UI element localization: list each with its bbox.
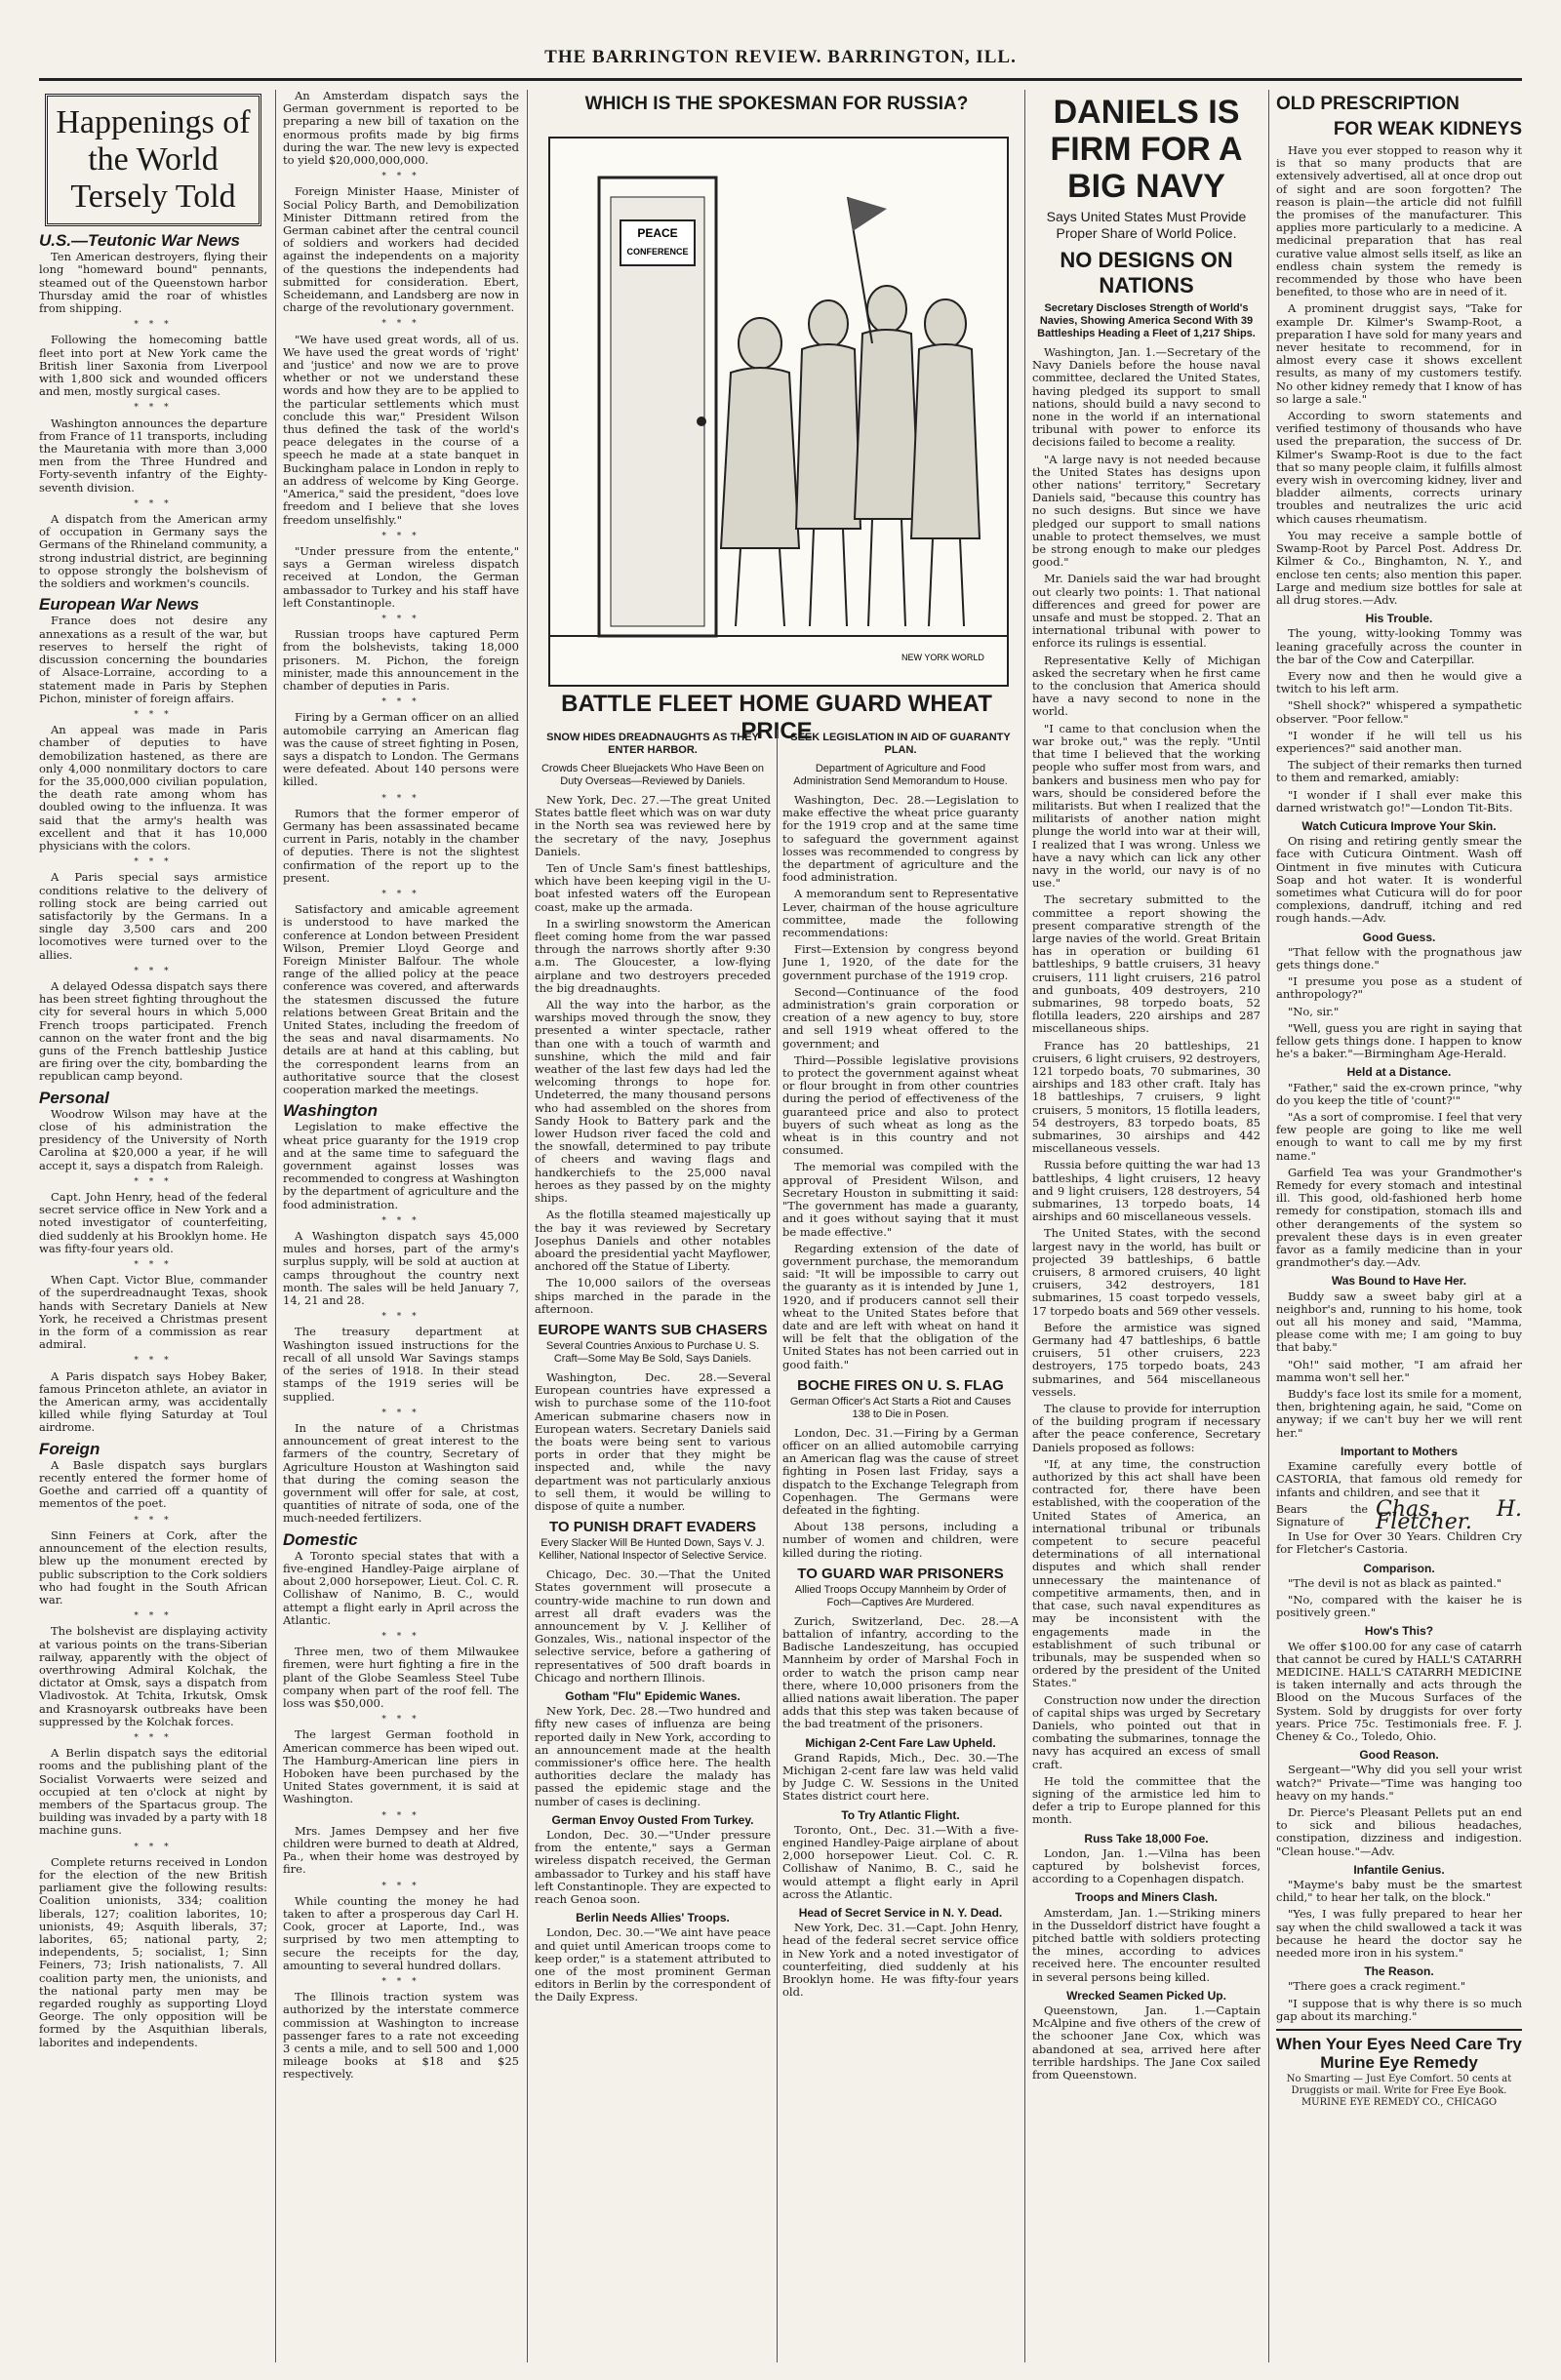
article-paragraph: Construction now under the direction of capital ships was urged by Secretary Daniels, who pointed out that in combating the submarines, tonnage the navy has acquired an excess of small craft. [1032, 1692, 1261, 1771]
column-4 [782, 730, 1019, 2362]
masthead-rule [39, 78, 1522, 81]
item-separator: * * * [381, 1312, 420, 1323]
article-subdeck: Secretary Discloses Strength of World's Navies, Showing America Second With 39 Battleships Heading a Fleet of 1,217 Ships. [1037, 302, 1256, 339]
article-headline: EUROPE WANTS SUB CHASERS [538, 1321, 768, 1338]
figure-leg [901, 519, 905, 626]
brief-headline: Head of Secret Service in N. Y. Dead. [798, 1906, 1003, 1921]
news-item: "We have used great words, all of us. We have used the great words of 'right' and 'justice' and now we are to prove whether or not we understand these words and how they are to be applied to the particular settlements which must conclude this war," President Wilson thus defined the task of the world's peace delegates in the course of a speech he made at a state banquet in Buckingham palace in London in reply to an address of welcome by King George. "America," said the president, "does love freedom and I believe that she loves freedom unselfishly." [283, 332, 519, 527]
ad-headline: FOR WEAK KIDNEYS [1333, 119, 1522, 139]
item-separator: * * * [134, 1611, 173, 1622]
article-subdeck: Several Countries Anxious to Purchase U. S. Craft—Some May Be Sold, Says Daniels. [545, 1339, 760, 1365]
item-heading: Was Bound to Have Her. [1331, 1274, 1467, 1289]
news-item: The largest German foothold in American commerce has been wiped out. The Hamburg-American line piers in Hoboken have been purchased by the United States government, it is said at Washington. [283, 1727, 519, 1806]
news-item: Rumors that the former emperor of Germany has been assassinated became current in Paris, notably in the chamber of deputies. There is not the slightest confirmation of the report up to the present. [283, 806, 519, 885]
ad-paragraph: According to sworn statements and verified testimony of thousands who have used the preparation, the success of Dr. Kilmer's Swamp-Root is due to the fact that so many people claim, it fulfills almost every wish in overcoming kidney, liver and bladder ailments, corrects urinary troubles and neutralizes the uric acid which causes rheumatism. [1276, 409, 1522, 526]
article-paragraph: He told the committee that the signing of the armistice led him to defer a trip to Europe planned for this month. [1032, 1773, 1261, 1827]
murine-ad-text: No Smarting — Just Eye Comfort. 50 cents at Druggists or mail. Write for Free Eye Book. MURINE EYE REMEDY CO., CHICAGO [1286, 2074, 1512, 2109]
article-paragraph: The secretary submitted to the committee a report showing the present comparative strength of the large navies of the world. Great Britain has in operation or building 61 battleships, 9 battle cruisers, 31 heavy cruisers, 111 light cruisers, 216 patrol and gunboats, 409 destroyers, 210 submarines, 98 torpedo boats, 52 flotilla leaders, 220 airships and 287 miscellaneous ships. [1032, 892, 1261, 1036]
article-paragraph: France has 20 battleships, 21 cruisers, 6 light cruisers, 92 destroyers, 121 torpedo boats, 70 submarines, 30 airships and 183 other craft. Italy has 18 battleships, 7 cruisers, 9 light cruisers, 5 monitors, 15 flotilla leaders, 54 destroyers, 83 torpedo boats, 85 submarines, 30 airships and 442 miscellaneous vessels. [1032, 1038, 1261, 1156]
article-paragraph: Ten of Uncle Sam's finest battleships, which have been keeping vigil in the U-boat infested waters off the European coast, make up the armada. [535, 861, 771, 914]
main-subheadline: Says United States Must Provide Proper Share of World Police. [1046, 209, 1247, 241]
article-subdeck: Allied Troops Occupy Mannheim by Order of Foch—Captives Are Murdered. [794, 1583, 1007, 1608]
ad-paragraph: Garfield Tea was your Grandmother's Remedy for every stomach and intestinal ill. This good, old-fashioned herb home remedy for constipation, stomach ills and other derangements of the system so prevalent these days is in even greater favor as a family medicine than in your grandmother's day.—Adv. [1276, 1165, 1522, 1270]
figure-head [867, 286, 906, 333]
ad-paragraph: Dr. Pierce's Pleasant Pellets put an end to sick and bilious headaches, constipation, dizziness and indigestion. "Clean house."—Adv. [1276, 1805, 1522, 1858]
figure-leg [929, 538, 933, 626]
news-item: While counting the money he had taken to after a prosperous day Carl H. Cook, grocer at Laporte, Ind., was surprised by two men attempting to secure the receipts for the day, amounting to several hundred dollars. [283, 1893, 519, 1972]
item-heading: Good Guess. [1362, 930, 1436, 944]
article-paragraph: Zurich, Switzerland, Dec. 28.—A battalion of infantry, according to the Badische Landeszeitung, has occupied Mannheim by order of Marshal Foch in order to watch the prison camp near there, where 10,000 prisoners from the allied nations await liberation. The paper adds that this step was taken because of the bad treatment of the prisoners. [782, 1613, 1019, 1731]
item-paragraph: "Yes, I was fully prepared to hear her say when the child swallowed a tack it was because he heard the doctor say he needed more iron in his system." [1276, 1907, 1522, 1960]
item-separator: * * * [134, 1176, 173, 1187]
item-separator: * * * [134, 1515, 173, 1526]
news-item: A Paris special says armistice conditions relative to the delivery of rolling stock are being carried out satisfactorily by the Germans. In a single day 3,500 cars and 200 locomotives were turned over to the allies. [39, 870, 267, 962]
item-paragraph: "I presume you pose as a student of anthropology?" [1276, 974, 1522, 1002]
item-separator: * * * [134, 1842, 173, 1852]
article-paragraph: Third—Possible legislative provisions to protect the government against wheat or flour brought in from other countries during the period of effectiveness of the guaranteed price and also to protect buyers of such wheat as long as the wheat is in this country and not consumed. [782, 1052, 1019, 1158]
article-paragraph: Queenstown, Jan. 1.—Captain McAlpine and five others of the crew of the schooner Jane Cox, which was abandoned at sea, arrived here after terrible hardships. The Jane Cox sailed from Queenstown. [1032, 2003, 1261, 2082]
ad-paragraph: On rising and retiring gently smear the face with Cuticura Ointment. Wash off Ointment in five minutes with Cuticura Soap and hot water. It is wonderful sometimes what Cuticura will do for poor complexions, dandruff, itching and red rough hands.—Adv. [1276, 834, 1522, 926]
masthead: THE BARRINGTON REVIEW. BARRINGTON, ILL. [544, 47, 1017, 67]
ad-paragraph: A prominent druggist says, "Take for example Dr. Kilmer's Swamp-Root, a preparation I have sold for many years and never hesitate to recommend, for in almost every case it shows excellent results, as many of my customers testify. No other kidney remedy that I know of has so large a sale." [1276, 301, 1522, 406]
door-knob [697, 416, 706, 426]
ad-paragraph: We offer $100.00 for any case of catarrh that cannot be cured by HALL'S CATARRH MEDICINE. HALL'S CATARRH MEDICINE is taken internally and acts through the Blood on the Mucous Surfaces of the System. Sold by druggists for over forty years. Price 75c. Testimonials free. F. J. Cheney & Co., Toledo, Ohio. [1276, 1639, 1522, 1743]
item-paragraph: "The devil is not as black as painted." [1288, 1575, 1502, 1590]
news-item: France does not desire any annexations as a result of the war, but reserves to herself the right of discussion concerning the boundaries of Alsace-Lorraine, according to a statement made in Paris by Stephen Pichon, minister of foreign affairs. [39, 614, 267, 705]
banner-headline: BATTLE FLEET HOME GUARD WHEAT PRICE [561, 691, 992, 744]
article-paragraph: Mr. Daniels said the war had brought out clearly two points: 1. That national differences and greed for power are unsafe and must be stopped. 2. That an international tribunal with power to enforce its rulings is essential. [1032, 572, 1261, 651]
item-separator: * * * [381, 614, 420, 624]
ad-paragraph: Examine carefully every bottle of CASTORIA, that famous old remedy for infants and children, and see that it [1276, 1459, 1522, 1499]
ad-paragraph: In Use for Over 30 Years. Children Cry for Fletcher's Castoria. [1276, 1529, 1522, 1557]
item-separator: * * * [381, 1977, 420, 1988]
figure-body [796, 344, 861, 529]
article-paragraph: Washington, Jan. 1.—Secretary of the Navy Daniels before the house naval committee, declared the United States, having pledged its support to small nations, should build a navy second to none in the world if an international tribunal with power to enforce its decisions failed to become a reality. [1032, 345, 1261, 450]
item-heading: Watch Cuticura Improve Your Skin. [1301, 818, 1497, 833]
section-heading: U.S.—Teutonic War News [39, 231, 240, 250]
column-3 [535, 730, 771, 2362]
news-item: Firing by a German officer on an allied automobile carrying an American flag was the cause of street fighting in Posen, says a dispatch to London. The Germans were defeated. About 140 persons were killed. [283, 710, 519, 789]
figure-leg [960, 538, 964, 626]
article-paragraph: "I came to that conclusion when the war broke out," was the reply. "Until that time I believed that the working people who suffer most from wars, and bankers and business men who pay for wars, should be considered before the militarists. But when I realized that the militarists of another nation might plunge the world into war at their will, I realized that I was wrong. Unless we have a navy which can lick any other navy in the world, our navy is of no use." [1032, 721, 1261, 891]
article-paragraph: First—Extension by congress beyond June 1, 1920, of the date for the government purchase of the 1919 crop. [782, 942, 1019, 982]
item-heading: Good Reason. [1359, 1748, 1439, 1763]
ad-paragraph: Have you ever stopped to reason why it is that so many products that are extensively advertised, all at once drop out of sight and are soon forgotten? The reason is plain—the article did not fulfill the promises of the manufacturer. This applies more particularly to a medicine. A medicinal preparation that has real curative value almost sells itself, as like an endless chain system the remedy is recommended by those who have been benefited, to those who are in need of it. [1276, 143, 1522, 299]
figure-head [739, 318, 781, 369]
article-paragraph: The 10,000 sailors of the overseas ships marched in the parade in the afternoon. [535, 1276, 771, 1316]
second-headline: NO DESIGNS ON NATIONS [1060, 248, 1233, 298]
item-separator: * * * [134, 1732, 173, 1743]
article-paragraph: Chicago, Dec. 30.—That the United States government will prosecute a country-wide machine to run down and arrest all draft evaders was the announcement by V. J. Kelliher of Gonzales, Wis., national inspector of the selective service, before a gathering of representatives of 500 draft boards in Chicago and northern Illinois. [535, 1567, 771, 1685]
article-paragraph: Amsterdam, Jan. 1.—Striking miners in the Dusseldorf district have fought a pitched battle with soldiers protecting the mines, according to advices received here. The encounter resulted in several persons being killed. [1032, 1905, 1261, 1984]
news-item: Woodrow Wilson may have at the close of his administration the presidency of the University of North Carolina at $20,000 a year, if he will accept it, says a dispatch from Raleigh. [39, 1106, 267, 1172]
news-item: The Illinois traction system was authorized by the interstate commerce commission at Washington to increase passenger fares to a rate not exceeding 3 cents a mile, and to sell 500 and 1,000 mileage books at $18 and $25 respectively. [283, 1990, 519, 2082]
brief-headline: Wrecked Seamen Picked Up. [1066, 1988, 1226, 2003]
news-item: An appeal was made in Paris chamber of deputies to have demobilization hastened, as there are only 4,000 nonmilitary doctors to care for the 35,000,000 civilian population, the death rate among whom has doubled owing to the influenza. It was said that the army's health was excellent and that it has 10,000 physicians with the colors. [39, 723, 267, 853]
item-heading: Comparison. [1363, 1561, 1435, 1575]
signature-label: Bears the Signature of [1276, 1502, 1369, 1528]
signature: Chas. H. Fletcher. [1376, 1496, 1522, 1534]
article-headline: BOCHE FIRES ON U. S. FLAG [797, 1376, 1004, 1394]
item-separator: * * * [381, 1715, 420, 1726]
brief-headline: Gotham "Flu" Epidemic Wanes. [565, 1688, 740, 1703]
figure-leg [868, 519, 872, 626]
item-paragraph: The subject of their remarks then turned to them and remarked, amiably: [1276, 758, 1522, 785]
item-separator: * * * [134, 403, 173, 414]
cartoon-credit: NEW YORK WORLD [901, 653, 984, 662]
news-item: Foreign Minister Haase, Minister of Social Policy Barth, and Demobilization Minister Dittmann retired from the German cabinet after the central council of soldiers and workers had decided against the independents on a majority of the questions the independents had submitted for consideration. Ebert, Scheidemann, and Landsberg are now in charge of the revolutionary government. [283, 184, 519, 315]
news-item: An Amsterdam dispatch says the German government is reported to be preparing a new bill of taxation on the enormous profits made by big firms during the war. The new levy is expected to yield $20,000,000,000. [283, 90, 519, 168]
item-separator: * * * [381, 1631, 420, 1642]
article-paragraph: The clause to provide for interruption of the building program if necessary after the peace conference, Secretary Daniels proposed as follows: [1032, 1402, 1261, 1454]
article-paragraph: Washington, Dec. 28.—Legislation to make effective the wheat price guaranty for the 1919 crop and at the same time to safeguard the government against losses was recommended to congress by the department of agriculture and the food administration. [782, 793, 1019, 885]
article-paragraph: Toronto, Ont., Dec. 31.—With a five-engined Handley-Paige airplane of about 2,000 horsepower Lieut. Col. C. R. Collishaw of Nanimo, B. C., said he would attempt a flight early in April across the Atlantic. [782, 1822, 1019, 1901]
news-item: When Capt. Victor Blue, commander of the superdreadnaught Texas, shook hands with Secretary Daniels at New York, he received a Christmas present in the form of a commission as rear admiral. [39, 1273, 267, 1352]
item-separator: * * * [134, 498, 173, 509]
news-item: Washington announces the departure from France of 11 transports, including the Mauretania with more than 3,000 men from the Three Hundred and Forty-seventh infantry of the Eighty-seventh division. [39, 416, 267, 495]
section-heading: Domestic [283, 1529, 358, 1549]
news-item: "Under pressure from the entente," says a German wireless dispatch received at London, the German ambassador to Turkey and his staff have left Constantinople. [283, 543, 519, 610]
news-item: Satisfactory and amicable agreement is understood to have marked the conference at London between President Wilson, Premier Lloyd George and Foreign Minister Balfour. The whole range of the allied policy at the peace conference was covered, and afterwards the statesmen discussed the future relations between Great Britain and the United States, including the freedom of the seas and naval disarmaments. No details are at hand at this cabling, but the correspondent learns from an authoritative source that the closest cooperation marked the meetings. [283, 902, 519, 1097]
item-separator: * * * [381, 531, 420, 541]
article-paragraph: "A large navy is not needed because the United States has designs upon other nations' territory," Secretary Daniels said, "because this country has no such designs. But since we have pledged our support to small nations unable to protect themselves, we must be strong enough to make our pledges good." [1032, 452, 1261, 570]
news-item: A Berlin dispatch says the editorial rooms and the publishing plant of the Socialist Vorwaerts were seized and occupied at ten o'clock at night by members of the Spartacus group. The building was invaded by a party with 18 machine guns. [39, 1746, 267, 1838]
news-item: Three men, two of them Milwaukee firemen, were hurt fighting a fire in the plant of the Globe Seamless Steel Tube company when part of the roof fell. The loss was $50,000. [283, 1645, 519, 1710]
item-separator: * * * [134, 1356, 173, 1367]
column-6 [1276, 90, 1522, 2362]
item-separator: * * * [134, 857, 173, 868]
item-paragraph: Sergeant—"Why did you sell your wrist watch?" Private—"Time was hanging too heavy on my hands." [1276, 1763, 1522, 1803]
figure-head [809, 300, 848, 347]
article-paragraph: About 138 persons, including a number of women and children, were killed during the rioting. [782, 1520, 1019, 1560]
news-item: A dispatch from the American army of occupation in Germany says the Germans of the Rhineland community, a strong industrial district, are beginning to oppose strongly the bolshevism of the soldiers and workmen's councils. [39, 512, 267, 591]
item-paragraph: "Mayme's baby must be the smartest child," to hear her talk, on the block." [1276, 1877, 1522, 1905]
item-separator: * * * [381, 1215, 420, 1226]
article-headline: TO GUARD WAR PRISONERS [797, 1565, 1004, 1582]
brief-headline: Russ Take 18,000 Foe. [1084, 1831, 1209, 1845]
item-paragraph: The young, witty-looking Tommy was leaning gracefully across the counter in the bar of the Cow and Caterpillar. [1276, 626, 1522, 666]
figure-body [911, 344, 980, 538]
article-paragraph: All the way into the harbor, as the warships moved through the snow, they presented a winter spectacle, rather than one with a touch of warmth and sunshine, which the mild and fair weather of the last few days had led the welcoming throngs to hope for. Undeterred, the many thousand persons who had assembled on the shores from Sandy Hook to Battery park and the lower Hudson river faced the cold and the snowfall, determined to pay tribute of cheers and waving flags and handkerchiefs to the 25,000 naval heroes as they passed by on the mighty ships. [535, 998, 771, 1206]
section-heading: Washington [283, 1101, 378, 1121]
item-paragraph: "There goes a crack regiment." [1288, 1979, 1466, 1994]
figure-leg [810, 529, 814, 626]
news-item: The bolshevist are displaying activity at various points on the trans-Siberian railway, apparently with the object of overthrowing Admiral Kolchak, the dictator at Omsk, says a dispatch from Vladivostok. At Tchita, Irkutsk, Omsk and Krasnoyarsk outbreaks have been suppressed by the Kolchak forces. [39, 1624, 267, 1728]
signature-row [1276, 1496, 1522, 1534]
article-paragraph: London, Dec. 30.—"Under pressure from the entente," says a German wireless dispatch received, the German ambassador to Turkey and his staff have left Constantinople. They are expected to reach Genoa soon. [535, 1828, 771, 1907]
news-item: Complete returns received in London for the election of the new British parliament give the following results: Coalition unionists, 334; coalition liberals, 127; coalition laborites, 10; unionists, 49; Asquith liberals, 37; laborites, 65; national party, 2; independents, 5; socialist, 1; Sinn Feiners, 73; Irish nationalists, 7. All coalition party men, the unionists, and the national party men may be regarded roughly as supporting Lloyd George. The only opposition will be formed by the Asquithian liberals, laborites and independents. [39, 1854, 267, 2049]
item-heading: His Trouble. [1365, 612, 1433, 626]
news-item: A Paris dispatch says Hobey Baker, famous Princeton athlete, an aviator in the American army, was accidentally killed while flying Saturday at Toul airdrome. [39, 1368, 267, 1435]
murine-ad-headline: When Your Eyes Need Care Try Murine Eye Remedy [1276, 2029, 1522, 2072]
column-rule [777, 730, 778, 2362]
column-rule [1024, 90, 1025, 2362]
article-paragraph: A memorandum sent to Representative Lever, chairman of the house agriculture committee, made the following recommendations: [782, 887, 1019, 940]
brief-headline: Berlin Needs Allies' Troops. [576, 1911, 730, 1925]
ad-headline: OLD PRESCRIPTION [1276, 94, 1460, 114]
news-item: Legislation to make effective the wheat price guaranty for the 1919 crop and at the same time to safeguard the government against losses was recommended to congress at Washington by the department of agriculture and the food administration. [283, 1120, 519, 1211]
item-separator: * * * [134, 709, 173, 720]
item-paragraph: "No, compared with the kaiser he is positively green." [1276, 1592, 1522, 1620]
item-paragraph: "Father," said the ex-crown prince, "why do you keep the title of 'count?'" [1276, 1080, 1522, 1107]
article-headline: TO PUNISH DRAFT EVADERS [549, 1519, 756, 1536]
item-paragraph: "Oh!" said mother, "I am afraid her mamma won't sell her." [1276, 1357, 1522, 1384]
article-paragraph: London, Jan. 1.—Vilna has been captured by bolshevist forces, according to a Copenhagen dispatch. [1032, 1845, 1261, 1886]
brief-headline: Troops and Miners Clash. [1074, 1890, 1219, 1905]
item-paragraph: "That fellow with the prognathous jaw gets things done." [1276, 944, 1522, 972]
article-deck: SNOW HIDES DREADNAUGHTS AS THEY ENTER HARBOR. [546, 732, 759, 756]
section-heading: European War News [39, 595, 200, 615]
article-paragraph: New York, Dec. 31.—Capt. John Henry, head of the federal secret service office in New York and a noted investigator of counterfeiting, died suddenly at his Brooklyn home. He was fifty-four years old. [782, 1921, 1019, 2000]
news-item: A Toronto special states that with a five-engined Handley-Paige airplane of about 2,000 horsepower, Lieut. Col. C. R. Collishaw of Nanimo, B. C., would attempt a flight early in April across the Atlantic. [283, 1548, 519, 1627]
figure-head [925, 299, 966, 348]
article-paragraph: New York, Dec. 27.—The great United States battle fleet which was on war duty in the North sea was reviewed here by the secretary of the navy, Josephus Daniels. [535, 793, 771, 858]
item-separator: * * * [381, 1810, 420, 1821]
item-paragraph: "I suppose that is why there is so much gap about its marching." [1276, 1996, 1522, 2023]
brief-headline: Michigan 2-Cent Fare Law Upheld. [805, 1735, 996, 1750]
item-separator: * * * [134, 320, 173, 331]
figure-leg [736, 548, 740, 626]
item-heading: Infantile Genius. [1353, 1862, 1445, 1877]
item-paragraph: "Well, guess you are right in saying that fellow gets things done. I happen to know he's a baker."—Birmingham Age-Herald. [1276, 1020, 1522, 1061]
item-separator: * * * [134, 1260, 173, 1271]
news-item: A delayed Odessa dispatch says there has been street fighting throughout the city for several hours in which 5,000 French troops participated. French cannon on the water front and the big guns of the French battleship Justice are firing over the city, bombarding the republican camp beyond. [39, 978, 267, 1084]
cartoon-title: WHICH IS THE SPOKESMAN FOR RUSSIA? [584, 94, 969, 114]
figure-leg [780, 548, 784, 626]
item-separator: * * * [381, 793, 420, 804]
article-subdeck: German Officer's Act Starts a Riot and Causes 138 to Die in Posen. [789, 1395, 1012, 1420]
item-paragraph: "I wonder if I shall ever make this darned wristwatch go!"—London Tit-Bits. [1276, 787, 1522, 814]
news-item: Ten American destroyers, flying their long "homeward bound" pennants, steamed out of the Queenstown harbor Thursday amid the roar of whistles from shipping. [39, 250, 267, 316]
article-subdeck: Department of Agriculture and Food Administration Send Memorandum to House. [793, 763, 1008, 787]
figure-body [721, 368, 799, 548]
item-paragraph: Every now and then he would give a twitch to his left arm. [1276, 668, 1522, 696]
news-item: Russian troops have captured Perm from the bolshevists, taking 18,000 prisoners. M. Pichon, the foreign minister, made this announcement in the chamber of deputies in Paris. [283, 627, 519, 693]
article-paragraph: Before the armistice was signed Germany had 47 battleships, 6 battle cruisers, 51 other cruisers, 223 destroyers, 175 torpedo boats, 243 submarines, and 564 miscellaneous vessels. [1032, 1320, 1261, 1399]
article-paragraph: Russia before quitting the war had 13 battleships, 4 light cruisers, 12 heavy and 9 light cruisers, 128 destroyers, 54 submarines, 13 torpedo boats, 14 airships and 60 miscellaneous vessels. [1032, 1158, 1261, 1224]
cartoon-illustration [548, 137, 1009, 687]
item-paragraph: "I wonder if he will tell us his experiences?" said another man. [1276, 728, 1522, 755]
item-separator: * * * [381, 172, 420, 182]
article-paragraph: As the flotilla steamed majestically up the bay it was reviewed by Secretary Josephus Daniels and other notables aboard the presidential yacht Mayflower, anchored off the Statue of Liberty. [535, 1208, 771, 1274]
news-item: The treasury department at Washington issued instructions for the recall of all unsold War Savings stamps of the series of 1918. In their stead stamps of the 1919 series will be supplied. [283, 1325, 519, 1404]
item-separator: * * * [134, 966, 173, 976]
article-paragraph: The memorial was compiled with the approval of President Wilson, and Secretary Houston in submitting it said: "The government has made a guaranty, and it goes without saying that it must be made effective." [782, 1160, 1019, 1239]
item-paragraph: "Shell shock?" whispered a sympathetic observer. "Poor fellow." [1276, 698, 1522, 726]
column-5 [1032, 90, 1261, 2362]
article-paragraph: The United States, with the second largest navy in the world, has built or projected 39 battleships, 6 battle cruisers, 8 armored cruisers, 40 light cruisers, 342 destroyers, 181 submarines, 15 coast torpedo vessels, 17 torpedo boats and 569 other vessels. [1032, 1226, 1261, 1318]
article-paragraph: Grand Rapids, Mich., Dec. 30.—The Michigan 2-cent fare law was held valid by Judge C. W. Sessions in the United States district court here. [782, 1750, 1019, 1804]
item-heading: Held at a Distance. [1346, 1065, 1452, 1080]
news-item: A Washington dispatch says 45,000 mules and horses, part of the army's surplus supply, will be sold at auction at camps throughout the country next month. The sales will be held January 7, 14, 21 and 28. [283, 1229, 519, 1308]
article-subdeck: Crowds Cheer Bluejackets Who Have Been on Duty Overseas—Reviewed by Daniels. [540, 763, 765, 787]
section-heading: Foreign [39, 1439, 100, 1458]
item-separator: * * * [381, 1408, 420, 1418]
flag [848, 197, 887, 231]
item-paragraph: Buddy's face lost its smile for a moment, then, brightening again, he said, "Come on anyway; if we can't buy her we will rent her." [1276, 1387, 1522, 1440]
news-item: In the nature of a Christmas announcement of great interest to the farmers of the country, Secretary of Agriculture Houston at Washington said that during the coming season the government will offer for sale, at cost, quantities of nitrate of soda, one of the much-needed fertilizers. [283, 1420, 519, 1526]
article-paragraph: "If, at any time, the construction authorized by this act shall have been contracted for, there have been established, with the cooperation of the United States of America, an international tribunal or tribunals competent to secure peaceful determinations of all international disputes and which shall render unnecessary the maintenance of competitive armaments, then, and in that case, such naval expenditures as may be inconsistent with the engagements made in the establishment of such tribunal or tribunals, may be suspended when so ordered by the president of the United States." [1032, 1456, 1261, 1690]
article-paragraph: New York, Dec. 28.—Two hundred and fifty new cases of influenza are being reported daily in New York, according to an announcement made at the health commissioner's office here. The health authorities declare the malady has passed the epidemic stage and the number of cases is declining. [535, 1704, 771, 1808]
column-1 [39, 90, 267, 2362]
article-paragraph: In a swirling snowstorm the American fleet coming home from the war passed through the narrows shortly after 9:30 a.m. The Gloucester, a low-flying airplane and two destroyers preceded the big dreadnaughts. [535, 916, 771, 995]
item-paragraph: "No, sir." [1288, 1004, 1340, 1018]
figure-body [855, 330, 919, 519]
news-item: Capt. John Henry, head of the federal secret service office in New York and a noted investigator of counterfeiting, died suddenly at his Brooklyn home. He was fifty-four years old. [39, 1190, 267, 1255]
column-2 [283, 90, 519, 2362]
news-item: Sinn Feiners at Cork, after the announcement of the election results, blew up the monument erected by public subscription to the Cork soldiers who had fought in the South African war. [39, 1527, 267, 1606]
item-heading: How's This? [1364, 1624, 1434, 1639]
article-paragraph: London, Dec. 31.—Firing by a German officer on an allied automobile carrying an American flag was the cause of street fighting in Posen last Friday, says a dispatch to the Exchange Telegraph from Copenhagen. The Germans were defeated in the fighting. [782, 1425, 1019, 1517]
ad-paragraph: You may receive a sample bottle of Swamp-Root by Parcel Post. Address Dr. Kilmer & Co., Binghamton, N. Y., and enclose ten cents; also mention this paper. Large and medium size bottles for sale at all drug stores.—Adv. [1276, 528, 1522, 607]
article-paragraph: Representative Kelly of Michigan asked the secretary when he first came to the conclusion that America should have a navy second to none in the world. [1032, 653, 1261, 719]
article-deck: SEEK LEGISLATION IN AID OF GUARANTY PLAN. [790, 732, 1011, 756]
news-item: A Basle dispatch says burglars recently entered the former home of Goethe and carried off a quantity of mementos of the poet. [39, 1457, 267, 1511]
main-headline: DANIELS IS FIRM FOR A BIG NAVY [1050, 94, 1243, 205]
item-paragraph: Buddy saw a sweet baby girl at a neighbor's and, running to his home, took out all his money and said, "Mamma, please come with me; I am going to buy that baby." [1276, 1289, 1522, 1355]
item-separator: * * * [381, 697, 420, 708]
column-rule [527, 90, 528, 2362]
news-item: Following the homecoming battle fleet into port at New York came the British liner Saxonia from Liverpool with 1,800 sick and wounded officers and men, mostly surgical cases. [39, 333, 267, 399]
door-sign-text-2: CONFERENCE [626, 247, 689, 257]
figures-group [721, 286, 980, 626]
news-item: Mrs. James Dempsey and her five children were burned to death at Aldred, Pa., when their home was destroyed by fire. [283, 1823, 519, 1877]
article-paragraph: London, Dec. 30.—"We aint have peace and quiet until American troops come to keep order," is a statement attributed to one of the most prominent German editors in Berlin by the correspondent of the Daily Express. [535, 1925, 771, 2004]
article-paragraph: Regarding extension of the date of government purchase, the memorandum said: "It will be impossible to carry out the guaranty as it is intended by June 1, 1920, and if producers cannot sell their wheat to the United States before that date and are left with wheat on hand it will be felt that the obligation of the United States has not been carried out in good faith." [782, 1241, 1019, 1371]
section-title-box: Happenings of the World Tersely Told [45, 94, 261, 226]
column-rule [1268, 90, 1269, 2362]
door-sign-text-1: PEACE [637, 226, 678, 240]
figure-leg [843, 529, 847, 626]
item-separator: * * * [381, 1881, 420, 1891]
section-heading: Personal [39, 1088, 109, 1107]
article-paragraph: Second—Continuance of the food administration's grain corporation or creation of a new agency to buy, store and sell 1919 wheat offered to the government; and [782, 984, 1019, 1051]
brief-headline: German Envoy Ousted From Turkey. [551, 1812, 754, 1827]
item-paragraph: "As a sort of compromise. I feel that very few people are going to like me well enough to want to call me by my first name." [1276, 1110, 1522, 1163]
item-heading: The Reason. [1364, 1964, 1434, 1979]
article-subdeck: Every Slacker Will Be Hunted Down, Says V. J. Kelliher, National Inspector of Selective Service. [539, 1537, 767, 1563]
item-heading: Important to Mothers [1341, 1444, 1458, 1458]
brief-headline: To Try Atlantic Flight. [841, 1807, 960, 1822]
item-separator: * * * [381, 889, 420, 899]
cartoon-drawing [550, 139, 1007, 685]
article-paragraph: Washington, Dec. 28.—Several European countries have expressed a wish to purchase some of the 110-foot American submarine chasers now in European waters. Secretary Daniels said the boats were being sent to various ports in order that they might be inspected and, while the navy department was not particularly anxious to sell them, it would be willing to dispose of quite a number. [535, 1369, 771, 1513]
column-rule [275, 90, 276, 2362]
item-separator: * * * [381, 319, 420, 330]
